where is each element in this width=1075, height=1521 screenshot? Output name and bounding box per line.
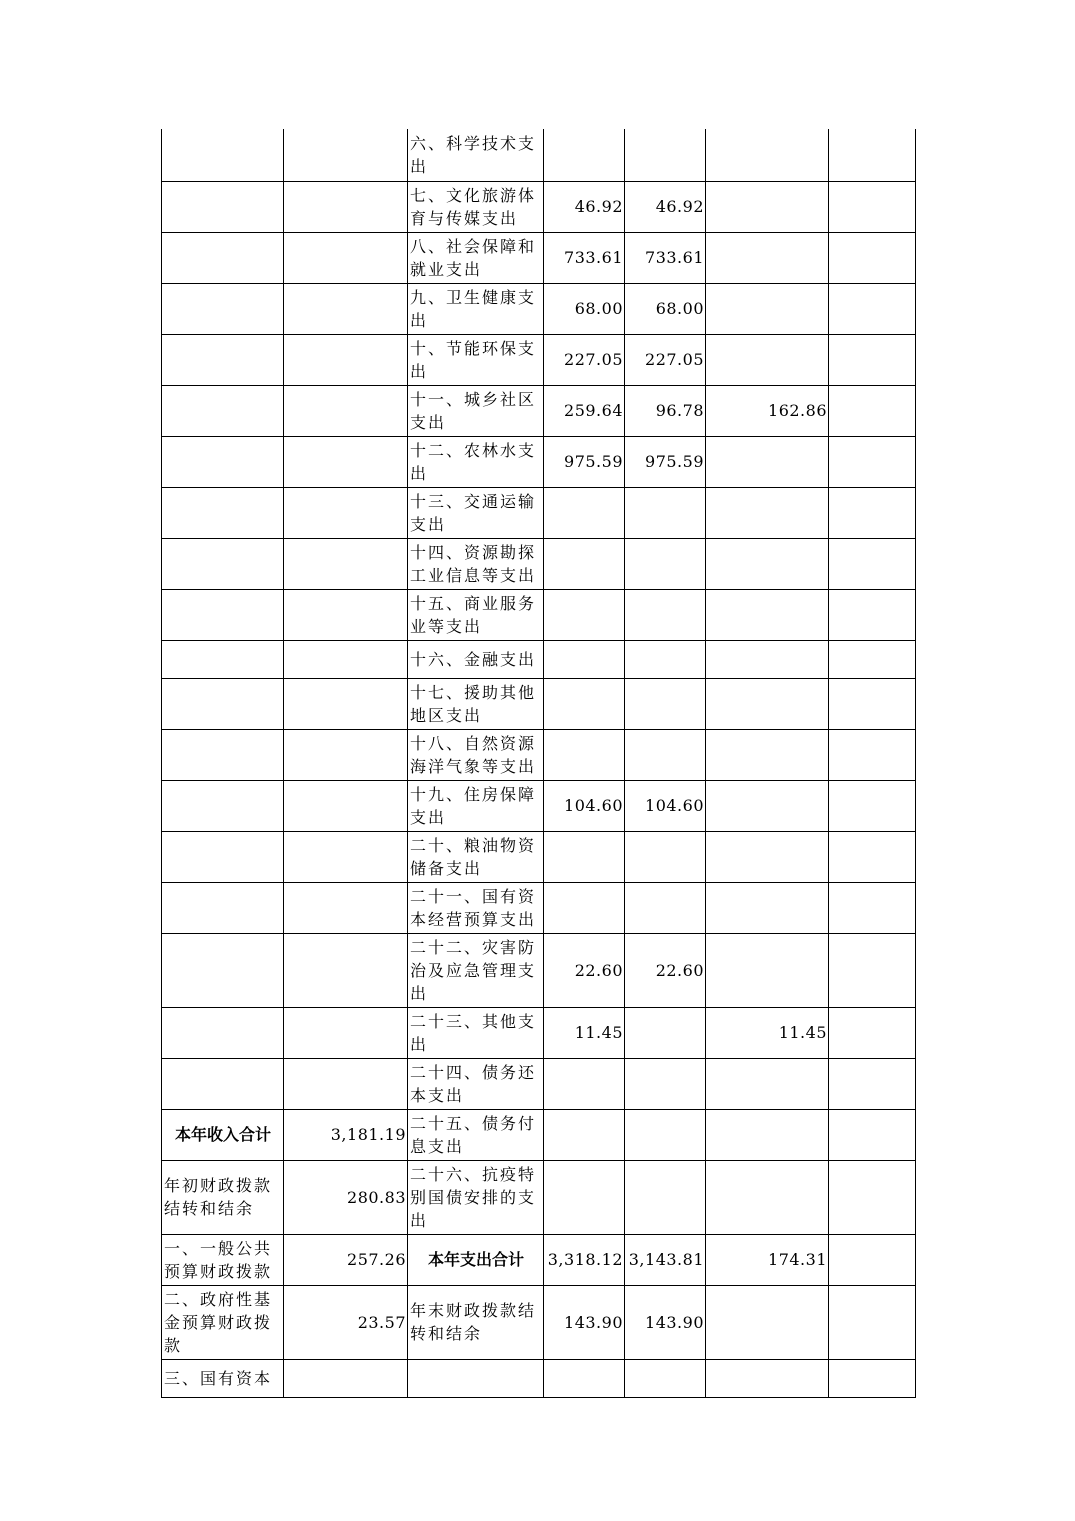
table-row bbox=[162, 1359, 916, 1397]
fund-cell bbox=[706, 640, 829, 678]
table-row bbox=[162, 1058, 916, 1109]
income-amount-cell bbox=[284, 283, 408, 334]
income-amount-cell: 257.26 bbox=[284, 1234, 408, 1285]
income-item-cell bbox=[162, 678, 284, 729]
total-cell bbox=[544, 1058, 625, 1109]
income-item-cell bbox=[162, 831, 284, 882]
general-cell: 975.59 bbox=[625, 436, 706, 487]
total-cell bbox=[544, 1160, 625, 1234]
expense-item-cell: 九、卫生健康支出 bbox=[408, 283, 544, 334]
total-cell bbox=[544, 831, 625, 882]
general-cell bbox=[625, 1007, 706, 1058]
fund-cell bbox=[706, 1058, 829, 1109]
general-cell bbox=[625, 538, 706, 589]
total-cell: 259.64 bbox=[544, 385, 625, 436]
table-row bbox=[162, 1109, 916, 1160]
income-amount-cell bbox=[284, 933, 408, 1007]
income-amount-cell bbox=[284, 1359, 408, 1397]
income-item-cell bbox=[162, 1007, 284, 1058]
fund-cell bbox=[706, 283, 829, 334]
fund-cell bbox=[706, 538, 829, 589]
expense-item-cell: 年末财政拨款结转和结余 bbox=[408, 1285, 544, 1359]
table-row bbox=[162, 283, 916, 334]
income-item-cell bbox=[162, 436, 284, 487]
total-cell: 46.92 bbox=[544, 181, 625, 232]
income-amount-cell bbox=[284, 129, 408, 181]
table-row bbox=[162, 1285, 916, 1359]
capital-cell bbox=[829, 538, 916, 589]
income-item-cell bbox=[162, 129, 284, 181]
income-item-cell bbox=[162, 385, 284, 436]
capital-cell bbox=[829, 129, 916, 181]
capital-cell bbox=[829, 729, 916, 780]
income-item-cell: 二、政府性基金预算财政拨款 bbox=[162, 1285, 284, 1359]
table-row bbox=[162, 831, 916, 882]
general-cell bbox=[625, 729, 706, 780]
total-cell: 733.61 bbox=[544, 232, 625, 283]
capital-cell bbox=[829, 1160, 916, 1234]
fund-cell bbox=[706, 678, 829, 729]
capital-cell bbox=[829, 1359, 916, 1397]
income-amount-cell bbox=[284, 831, 408, 882]
fund-cell bbox=[706, 1285, 829, 1359]
fund-cell: 174.31 bbox=[706, 1234, 829, 1285]
income-item-cell bbox=[162, 538, 284, 589]
table-row bbox=[162, 729, 916, 780]
general-cell: 104.60 bbox=[625, 780, 706, 831]
expense-item-cell: 十四、资源勘探工业信息等支出 bbox=[408, 538, 544, 589]
income-item-cell bbox=[162, 181, 284, 232]
general-cell bbox=[625, 1109, 706, 1160]
table-row bbox=[162, 129, 916, 181]
expense-item-cell: 八、社会保障和就业支出 bbox=[408, 232, 544, 283]
general-cell: 96.78 bbox=[625, 385, 706, 436]
total-cell bbox=[544, 882, 625, 933]
general-cell bbox=[625, 831, 706, 882]
capital-cell bbox=[829, 1234, 916, 1285]
income-amount-cell bbox=[284, 436, 408, 487]
income-amount-cell bbox=[284, 385, 408, 436]
general-cell: 733.61 bbox=[625, 232, 706, 283]
income-item-cell bbox=[162, 487, 284, 538]
income-amount-cell bbox=[284, 1058, 408, 1109]
expense-item-cell: 二十五、债务付息支出 bbox=[408, 1109, 544, 1160]
income-amount-cell: 280.83 bbox=[284, 1160, 408, 1234]
income-amount-cell bbox=[284, 487, 408, 538]
fund-cell bbox=[706, 780, 829, 831]
total-cell: 11.45 bbox=[544, 1007, 625, 1058]
general-cell bbox=[625, 1359, 706, 1397]
fund-cell bbox=[706, 487, 829, 538]
income-amount-cell bbox=[284, 882, 408, 933]
income-amount-cell bbox=[284, 334, 408, 385]
income-amount-cell bbox=[284, 640, 408, 678]
capital-cell bbox=[829, 882, 916, 933]
expense-item-cell: 二十三、其他支出 bbox=[408, 1007, 544, 1058]
expense-item-cell: 二十一、国有资本经营预算支出 bbox=[408, 882, 544, 933]
capital-cell bbox=[829, 933, 916, 1007]
capital-cell bbox=[829, 640, 916, 678]
general-cell bbox=[625, 882, 706, 933]
expense-item-cell: 十五、商业服务业等支出 bbox=[408, 589, 544, 640]
expense-item-cell: 十一、城乡社区支出 bbox=[408, 385, 544, 436]
general-cell bbox=[625, 589, 706, 640]
income-amount-cell: 23.57 bbox=[284, 1285, 408, 1359]
total-cell bbox=[544, 729, 625, 780]
total-cell bbox=[544, 1359, 625, 1397]
table-row bbox=[162, 1007, 916, 1058]
general-cell bbox=[625, 640, 706, 678]
income-amount-cell bbox=[284, 589, 408, 640]
fund-cell bbox=[706, 933, 829, 1007]
table-row bbox=[162, 589, 916, 640]
table-row bbox=[162, 538, 916, 589]
income-amount-cell bbox=[284, 780, 408, 831]
expense-item-cell: 十七、援助其他地区支出 bbox=[408, 678, 544, 729]
fund-cell bbox=[706, 882, 829, 933]
general-cell bbox=[625, 1058, 706, 1109]
fund-cell: 11.45 bbox=[706, 1007, 829, 1058]
general-cell: 143.90 bbox=[625, 1285, 706, 1359]
fund-cell bbox=[706, 1359, 829, 1397]
fund-cell bbox=[706, 129, 829, 181]
total-cell bbox=[544, 589, 625, 640]
fund-cell bbox=[706, 1109, 829, 1160]
income-amount-cell bbox=[284, 181, 408, 232]
general-cell bbox=[625, 1160, 706, 1234]
expense-item-cell: 十八、自然资源海洋气象等支出 bbox=[408, 729, 544, 780]
capital-cell bbox=[829, 780, 916, 831]
general-cell: 3,143.81 bbox=[625, 1234, 706, 1285]
table-row bbox=[162, 1160, 916, 1234]
expense-item-cell: 十九、住房保障支出 bbox=[408, 780, 544, 831]
income-amount-cell: 3,181.19 bbox=[284, 1109, 408, 1160]
table-row bbox=[162, 882, 916, 933]
total-cell: 975.59 bbox=[544, 436, 625, 487]
income-item-cell bbox=[162, 1058, 284, 1109]
fund-cell bbox=[706, 181, 829, 232]
income-item-cell bbox=[162, 589, 284, 640]
total-cell bbox=[544, 538, 625, 589]
expense-item-cell: 二十、粮油物资储备支出 bbox=[408, 831, 544, 882]
total-cell: 104.60 bbox=[544, 780, 625, 831]
income-item-cell bbox=[162, 232, 284, 283]
expense-item-cell: 本年支出合计 bbox=[408, 1234, 544, 1285]
expense-item-cell: 二十二、灾害防治及应急管理支出 bbox=[408, 933, 544, 1007]
table-row bbox=[162, 780, 916, 831]
total-cell: 68.00 bbox=[544, 283, 625, 334]
table-row bbox=[162, 678, 916, 729]
income-item-cell bbox=[162, 640, 284, 678]
income-item-cell: 三、国有资本 bbox=[162, 1359, 284, 1397]
table-row bbox=[162, 181, 916, 232]
table-row bbox=[162, 385, 916, 436]
fund-cell bbox=[706, 589, 829, 640]
income-amount-cell bbox=[284, 729, 408, 780]
total-cell bbox=[544, 1109, 625, 1160]
capital-cell bbox=[829, 1058, 916, 1109]
income-item-cell bbox=[162, 780, 284, 831]
expense-item-cell: 六、科学技术支出 bbox=[408, 129, 544, 181]
income-item-cell: 本年收入合计 bbox=[162, 1109, 284, 1160]
income-amount-cell bbox=[284, 678, 408, 729]
income-item-cell: 一、一般公共预算财政拨款 bbox=[162, 1234, 284, 1285]
capital-cell bbox=[829, 589, 916, 640]
expense-item-cell: 十六、金融支出 bbox=[408, 640, 544, 678]
expense-item-cell bbox=[408, 1359, 544, 1397]
fund-cell bbox=[706, 436, 829, 487]
total-cell: 3,318.12 bbox=[544, 1234, 625, 1285]
total-cell: 143.90 bbox=[544, 1285, 625, 1359]
income-item-cell bbox=[162, 334, 284, 385]
capital-cell bbox=[829, 283, 916, 334]
general-cell bbox=[625, 129, 706, 181]
capital-cell bbox=[829, 831, 916, 882]
capital-cell bbox=[829, 232, 916, 283]
total-cell bbox=[544, 487, 625, 538]
capital-cell bbox=[829, 1007, 916, 1058]
income-amount-cell bbox=[284, 232, 408, 283]
fund-cell bbox=[706, 334, 829, 385]
capital-cell bbox=[829, 1285, 916, 1359]
income-item-cell bbox=[162, 882, 284, 933]
income-item-cell bbox=[162, 283, 284, 334]
total-cell: 22.60 bbox=[544, 933, 625, 1007]
table-row bbox=[162, 334, 916, 385]
table-row bbox=[162, 232, 916, 283]
capital-cell bbox=[829, 678, 916, 729]
table-row bbox=[162, 933, 916, 1007]
expense-item-cell: 十二、农林水支出 bbox=[408, 436, 544, 487]
general-cell bbox=[625, 487, 706, 538]
general-cell: 46.92 bbox=[625, 181, 706, 232]
general-cell: 227.05 bbox=[625, 334, 706, 385]
fund-cell bbox=[706, 232, 829, 283]
fund-cell: 162.86 bbox=[706, 385, 829, 436]
capital-cell bbox=[829, 181, 916, 232]
capital-cell bbox=[829, 487, 916, 538]
general-cell bbox=[625, 678, 706, 729]
income-item-cell bbox=[162, 933, 284, 1007]
expense-item-cell: 二十四、债务还本支出 bbox=[408, 1058, 544, 1109]
table-row bbox=[162, 1234, 916, 1285]
expense-item-cell: 二十六、抗疫特别国债安排的支出 bbox=[408, 1160, 544, 1234]
expense-item-cell: 十、节能环保支出 bbox=[408, 334, 544, 385]
expense-item-cell: 七、文化旅游体育与传媒支出 bbox=[408, 181, 544, 232]
total-cell: 227.05 bbox=[544, 334, 625, 385]
income-amount-cell bbox=[284, 538, 408, 589]
table-row bbox=[162, 487, 916, 538]
capital-cell bbox=[829, 385, 916, 436]
general-cell: 68.00 bbox=[625, 283, 706, 334]
fund-cell bbox=[706, 1160, 829, 1234]
budget-table bbox=[161, 129, 916, 1398]
income-amount-cell bbox=[284, 1007, 408, 1058]
total-cell bbox=[544, 640, 625, 678]
total-cell bbox=[544, 129, 625, 181]
total-cell bbox=[544, 678, 625, 729]
income-item-cell: 年初财政拨款结转和结余 bbox=[162, 1160, 284, 1234]
table-row bbox=[162, 640, 916, 678]
income-item-cell bbox=[162, 729, 284, 780]
capital-cell bbox=[829, 334, 916, 385]
general-cell: 22.60 bbox=[625, 933, 706, 1007]
capital-cell bbox=[829, 1109, 916, 1160]
capital-cell bbox=[829, 436, 916, 487]
table-row bbox=[162, 436, 916, 487]
fund-cell bbox=[706, 831, 829, 882]
expense-item-cell: 十三、交通运输支出 bbox=[408, 487, 544, 538]
fund-cell bbox=[706, 729, 829, 780]
